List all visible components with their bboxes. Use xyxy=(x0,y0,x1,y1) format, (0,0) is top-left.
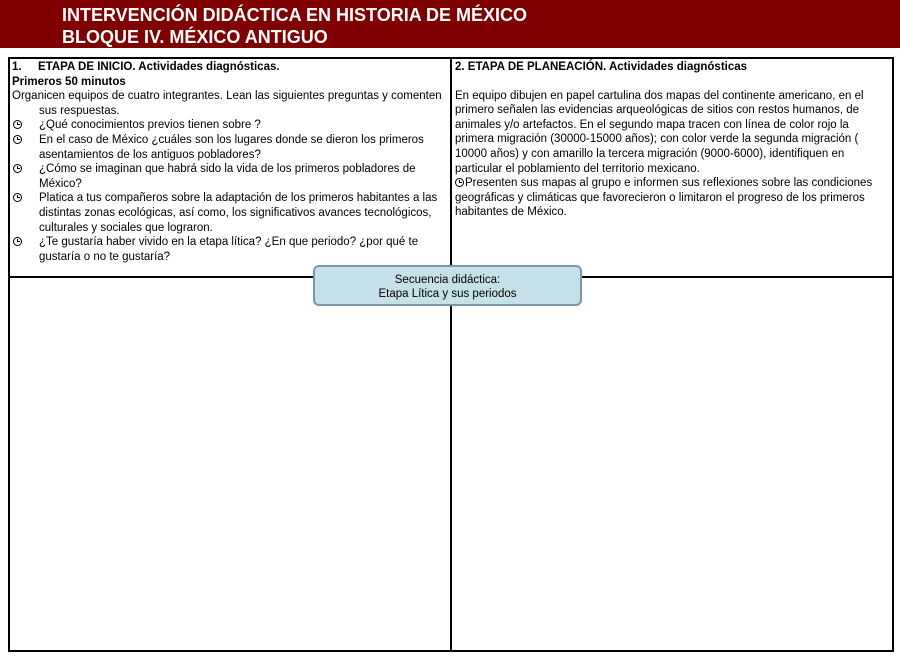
clock-icon xyxy=(13,164,22,173)
stage1-item xyxy=(12,235,444,264)
clock-icon xyxy=(13,237,22,246)
stage2-item-text: Presenten sus mapas al grupo e informen sus reflexiones sobre las condiciones geográficas y climáticas que favorecieron o limitaron el progreso de los primeros habitantes de México. xyxy=(455,177,873,219)
stage1-number: 1. xyxy=(12,61,22,73)
clock-icon xyxy=(13,193,22,202)
stage1-item-text: ¿Cómo se imaginan que habrá sido la vida de los primeros pobladores de México? xyxy=(39,163,416,190)
stage2-cell xyxy=(455,60,890,220)
table-column-divider xyxy=(450,57,452,652)
stage1-item-text: ¿Te gustaría haber vivido en la etapa lítica? ¿En que periodo? ¿por qué te gustaría o no te gustaría? xyxy=(39,236,419,263)
sequence-title-line1: Secuencia didáctica: xyxy=(394,274,501,286)
stage1-item xyxy=(12,191,444,235)
stage1-title: ETAPA DE INICIO. Actividades diagnósticas. xyxy=(38,61,280,73)
sequence-title-box xyxy=(313,265,582,306)
stage1-item xyxy=(12,118,444,133)
stage1-heading xyxy=(12,60,444,75)
stage1-item xyxy=(12,133,444,162)
stage1-item-text: Platica a tus compañeros sobre la adaptación de los primeros habitantes a las distintas zonas ecológicas, así como, los significativos avances tecnológicos, culturales y sociales que lograron. xyxy=(39,192,438,234)
page-header xyxy=(0,0,900,48)
stage1-item-text: En el caso de México ¿cuáles son los lugares donde se dieron los primeros asentamientos de los antiguos pobladores? xyxy=(39,133,424,161)
stage1-duration: Primeros 50 minutos xyxy=(12,75,126,88)
stage2-paragraph: En equipo dibujen en papel cartulina dos mapas del continente americano, en el primero señalen las evidencias arqueológicas de sitios con restos humanos, de animales y/o artefactos. En el segundo mapa tracen con línea de color rojo la primera migración (30000-15000 años); con color verde la segunda migración ( 10000 años) y con amarillo la tercera migración (9000-6000), identifiquen en particular el poblamiento del territorio mexicano. xyxy=(455,89,864,175)
header-subtitle: BLOQUE IV. MÉXICO ANTIGUO xyxy=(62,27,328,47)
stage2-title: 2. ETAPA DE PLANEACIÓN. Actividades diagnósticas xyxy=(455,61,748,73)
header-title: INTERVENCIÓN DIDÁCTICA EN HISTORIA DE MÉXICO xyxy=(62,5,528,25)
clock-icon xyxy=(455,178,464,187)
stage1-item-text: ¿Qué conocimientos previos tienen sobre ? xyxy=(39,119,261,132)
clock-icon xyxy=(13,120,22,129)
stage1-cell xyxy=(12,60,444,264)
sequence-title-line2: Etapa Lítica y sus periodos xyxy=(378,288,517,300)
stage1-item xyxy=(12,162,444,191)
clock-icon xyxy=(13,135,22,144)
stage1-intro: Organicen equipos de cuatro integrantes. Lean las siguientes preguntas y comenten sus respuestas. xyxy=(12,90,442,117)
stage2-item xyxy=(455,176,890,220)
